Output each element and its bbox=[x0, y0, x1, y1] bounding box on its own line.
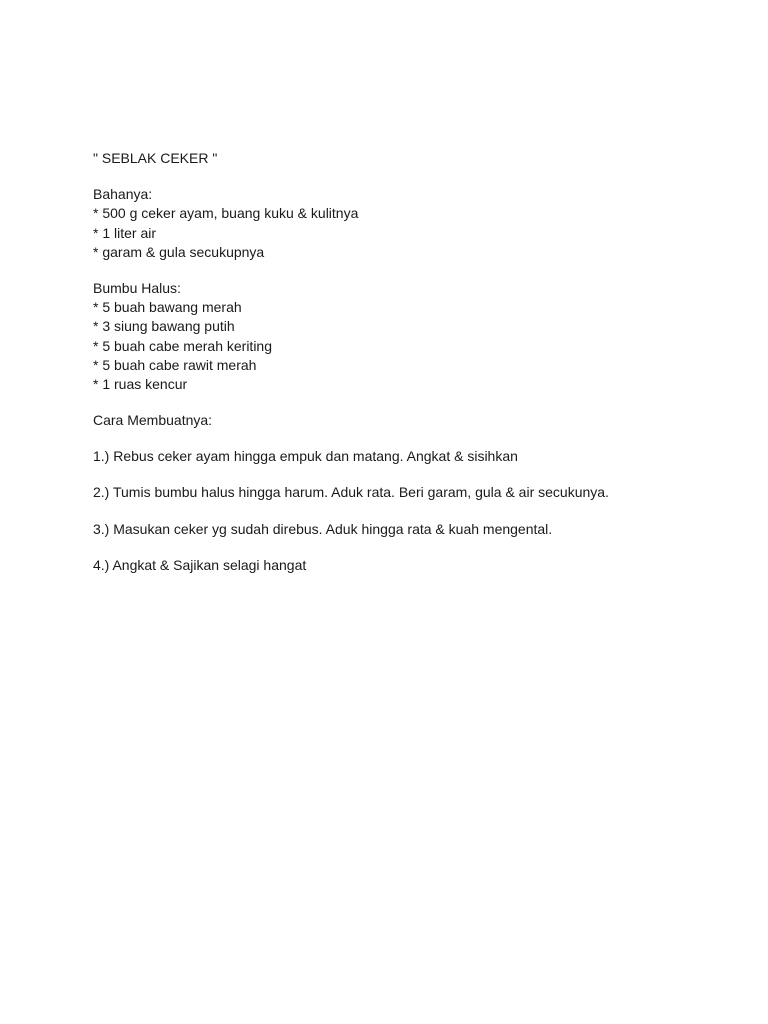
spice-item: * 3 siung bawang putih bbox=[93, 318, 235, 335]
spices-heading: Bumbu Halus: bbox=[93, 279, 181, 296]
recipe-title: " SEBLAK CEKER " bbox=[93, 150, 218, 166]
ingredient-item: * garam & gula secukupnya bbox=[93, 243, 265, 260]
ingredient-item: * 500 g ceker ayam, buang kuku & kulitnya bbox=[93, 205, 359, 222]
spacer bbox=[93, 539, 693, 556]
method-step: 4.) Angkat & Sajikan selagi hangat bbox=[93, 556, 307, 573]
ingredient-item: * 1 liter air bbox=[93, 224, 157, 241]
spice-item: * 5 buah cabe merah keriting bbox=[93, 337, 272, 354]
spacer bbox=[93, 168, 693, 185]
spacer bbox=[93, 394, 693, 411]
method-step: 2.) Tumis bumbu halus hingga harum. Aduk rata. Beri garam, gula & air secukunya. bbox=[93, 484, 609, 501]
ingredients-heading: Bahanya: bbox=[93, 186, 153, 203]
spice-item: * 5 buah cabe rawit merah bbox=[93, 356, 257, 373]
method-heading: Cara Membuatnya: bbox=[93, 412, 213, 429]
recipe-document bbox=[93, 149, 693, 575]
spacer bbox=[93, 262, 693, 279]
method-step: 3.) Masukan ceker yg sudah direbus. Aduk hingga rata & kuah mengental. bbox=[93, 520, 553, 537]
spice-item: * 1 ruas kencur bbox=[93, 375, 188, 392]
spacer bbox=[93, 466, 693, 483]
spice-item: * 5 buah bawang merah bbox=[93, 299, 242, 316]
method-step: 1.) Rebus ceker ayam hingga empuk dan matang. Angkat & sisihkan bbox=[93, 448, 518, 465]
spacer bbox=[93, 430, 693, 447]
spacer bbox=[93, 503, 693, 520]
